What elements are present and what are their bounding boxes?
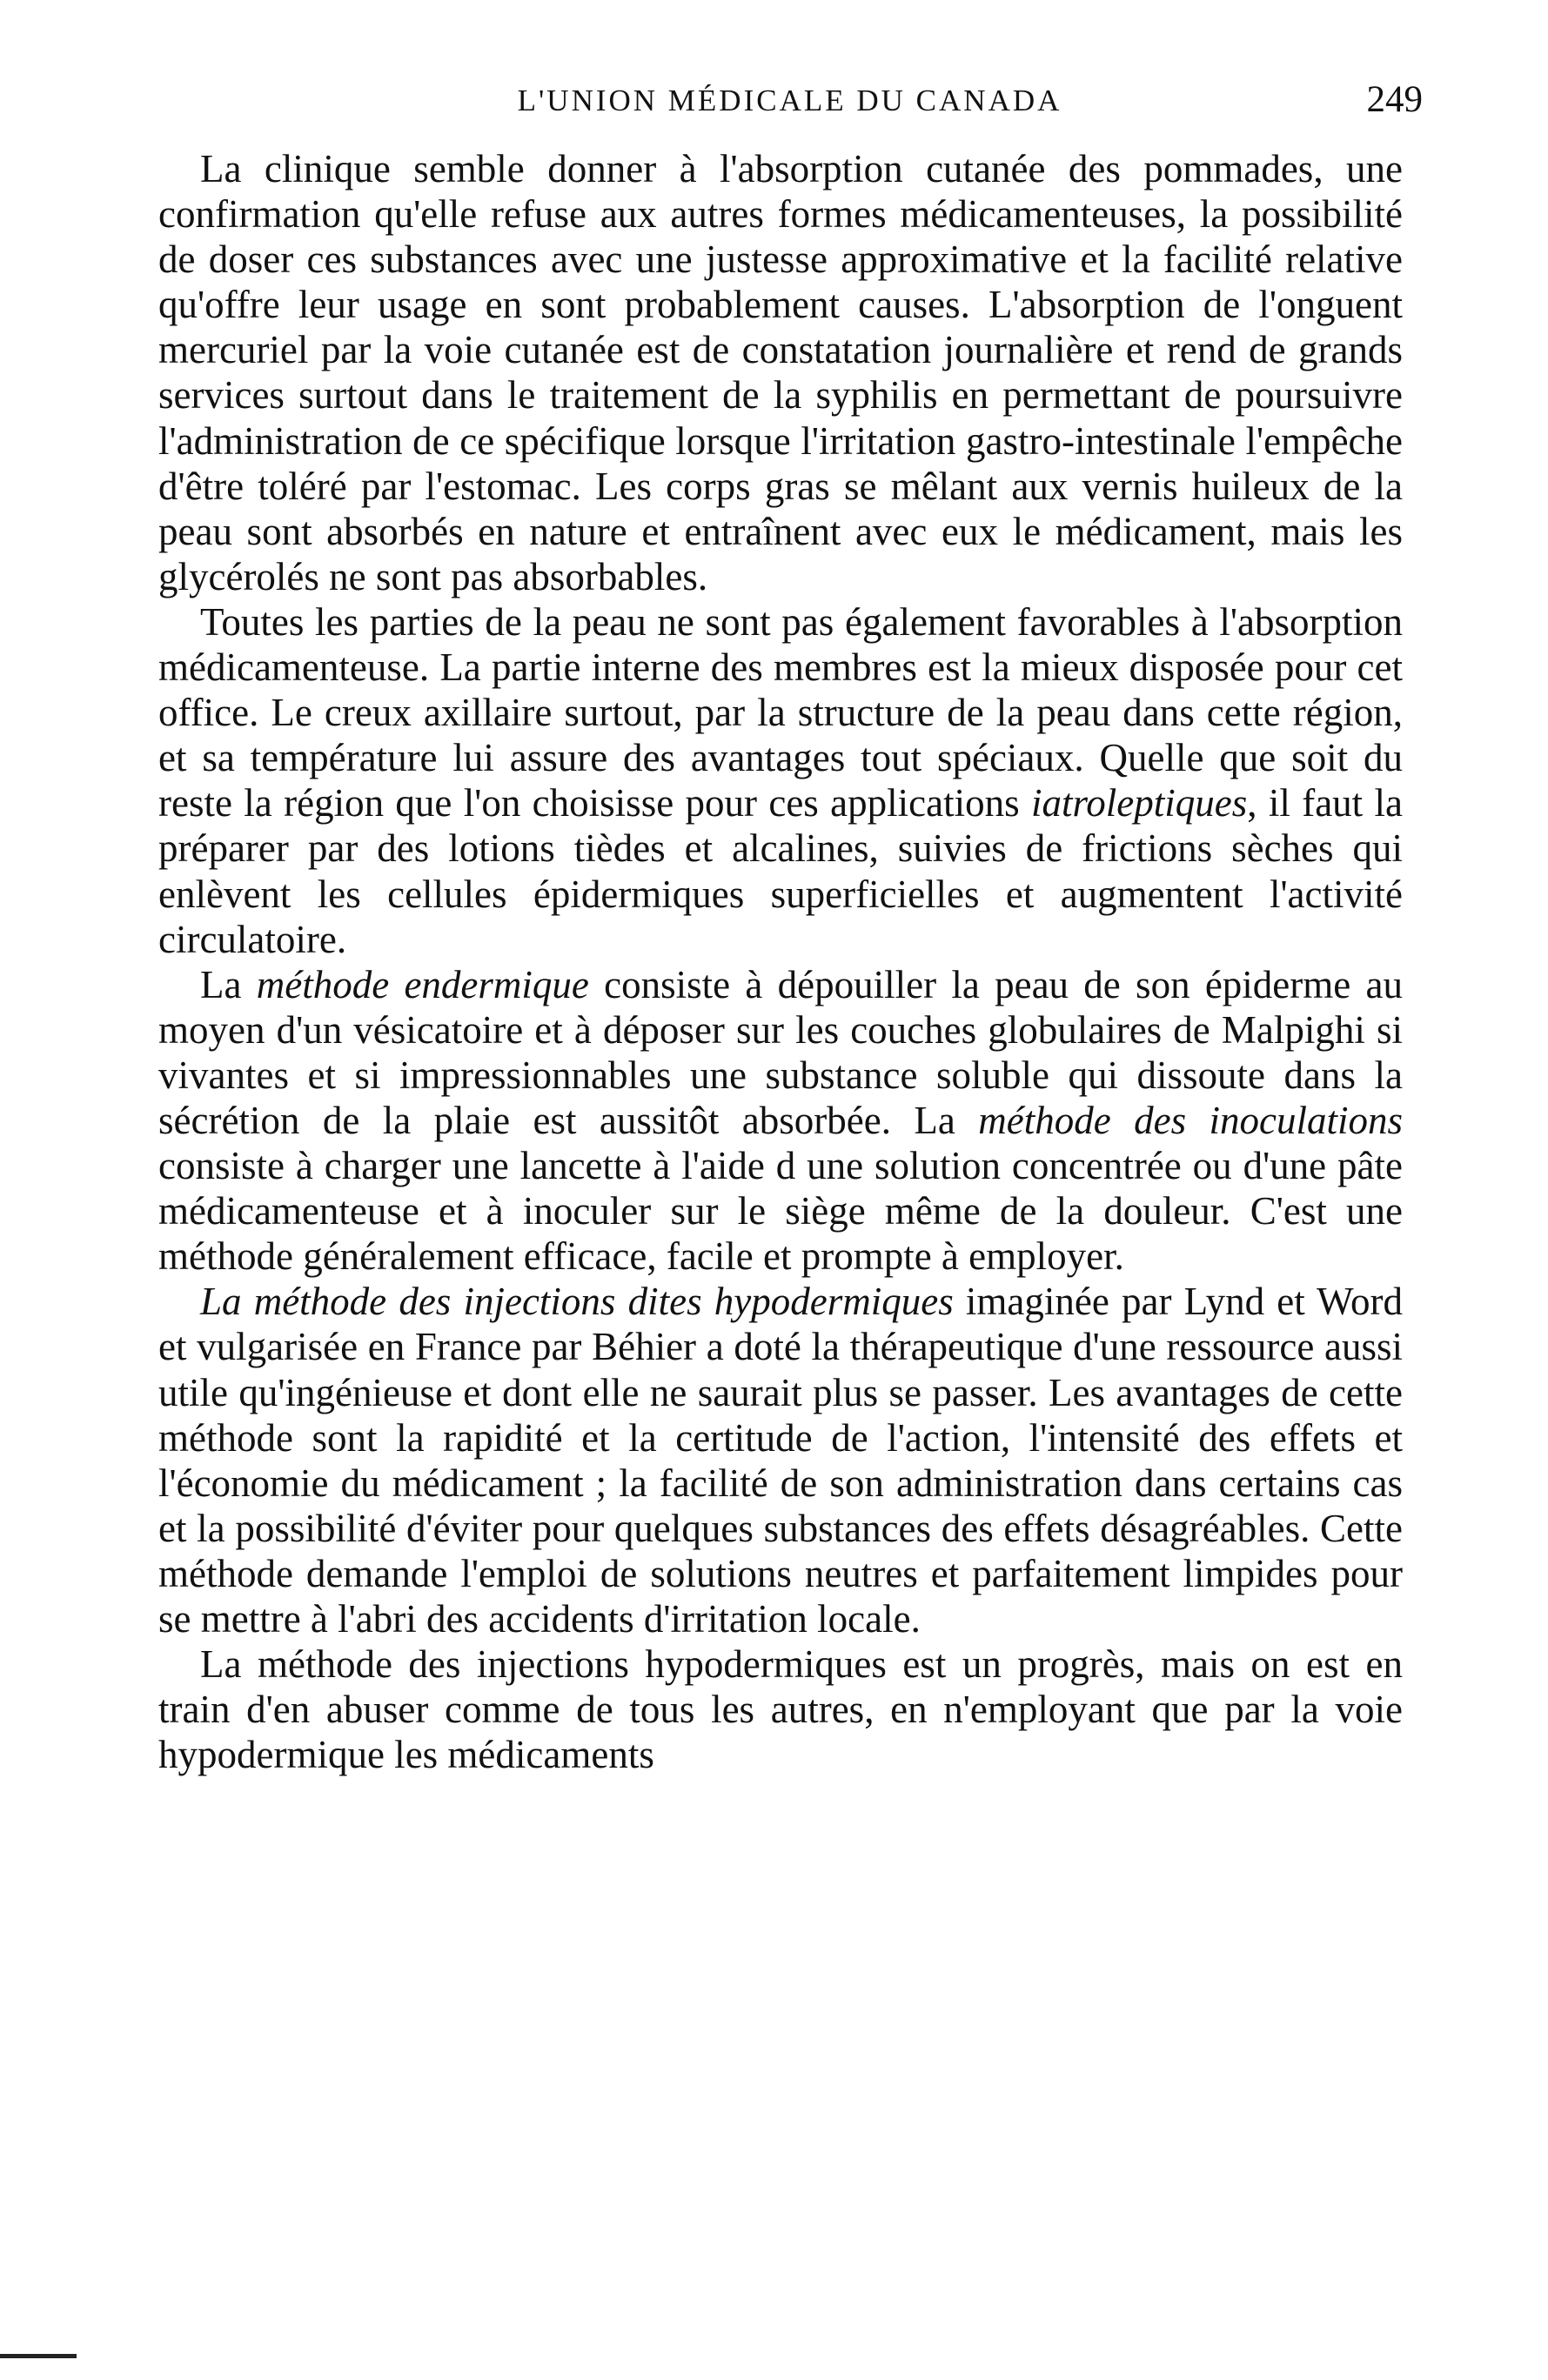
footer-rule xyxy=(0,2354,77,2358)
page-number: 249 xyxy=(1366,79,1423,120)
body-text xyxy=(158,146,1403,1777)
paragraph-3 xyxy=(158,962,1403,1280)
paragraph-3-text-a: La xyxy=(200,962,257,1006)
paragraph-5: La méthode des injections hypodermiques est un progrès, mais on est en train d'en abuser comme de tous les autres, en n'employant que par la voie hypodermique les médicaments xyxy=(158,1642,1403,1777)
italic-term-methode-endermique: méthode endermique xyxy=(256,962,589,1006)
running-title: L'UNION MÉDICALE DU CANADA xyxy=(517,84,1062,117)
italic-term-injections-hypodermiques: La méthode des injections dites hypodermiques xyxy=(200,1280,954,1324)
paragraph-4-text: imaginée par Lynd et Word et vulgarisée en France par Béhier a doté la thérapeutique d'une ressource aussi utile qu'ingénieuse et dont elle ne saurait plus se passer. Les avantages de cette méthode sont la rapidité et la certitude de l'action, l'intensité des effets et l'économie du médicament ; la facilité de son administration dans certains cas et la possibilité d'éviter pour quelques substances des effets désagréables. Cette méthode demande l'emploi de solutions neutres et parfaitement limpides pour se mettre à l'abri des accidents d'irritation locale. xyxy=(158,1280,1403,1641)
italic-term-iatroleptiques: iatroleptiques xyxy=(1030,781,1248,826)
paragraph-2 xyxy=(158,599,1403,962)
running-head xyxy=(157,79,1423,136)
paragraph-3-text-c: consiste à charger une lancette à l'aide d une solution concentrée ou d'une pâte médicamenteuse et à inoculer sur le siège même de la douleur. C'est une méthode généralement efficace, facile et prompte à employer. xyxy=(158,1144,1403,1279)
paragraph-4 xyxy=(158,1279,1403,1641)
italic-term-methode-inoculations: méthode des inoculations xyxy=(978,1098,1403,1142)
paragraph-2-text-end: , il faut la préparer par des lotions tièdes et alcalines, suivies de frictions sèches qui enlèvent les cellules épidermiques superficielles et augmentent l'activité circulatoire. xyxy=(158,781,1403,961)
paragraph-2-text-start: Toutes les parties de la peau ne sont pas également favorables à l'absorption médicamenteuse. La partie interne des membres est la mieux disposée pour cet office. Le creux axillaire surtout, par la structure de la peau dans cette région, et sa température lui assure des avantages tout spéciaux. Quelle que soit du reste la région que l'on choisisse pour ces applications xyxy=(158,599,1403,826)
paragraph-1: La clinique semble donner à l'absorption cutanée des pommades, une confirmation qu'elle refuse aux autres formes médicamenteuses, la possibilité de doser ces substances avec une justesse approximative et la facilité relative qu'offre leur usage en sont probablement causes. L'absorption de l'onguent mercuriel par la voie cutanée est de constatation journalière et rend de grands services surtout dans le traitement de la syphilis en permettant de poursuivre l'administration de ce spécifique lorsque l'irritation gastro-intestinale l'empêche d'être toléré par l'estomac. Les corps gras se mêlant aux vernis huileux de la peau sont absorbés en nature et entraînent avec eux le médicament, mais les glycérolés ne sont pas absorbables. xyxy=(158,147,1403,598)
paragraph-3-text-b: consiste à dépouiller la peau de son épiderme au moyen d'un vésicatoire et à déposer sur les couches globulaires de Malpighi si vivantes et si impressionnables une substance soluble qui dissoute dans la sécrétion de la plaie est aussitôt absorbée. La xyxy=(158,962,1403,1142)
